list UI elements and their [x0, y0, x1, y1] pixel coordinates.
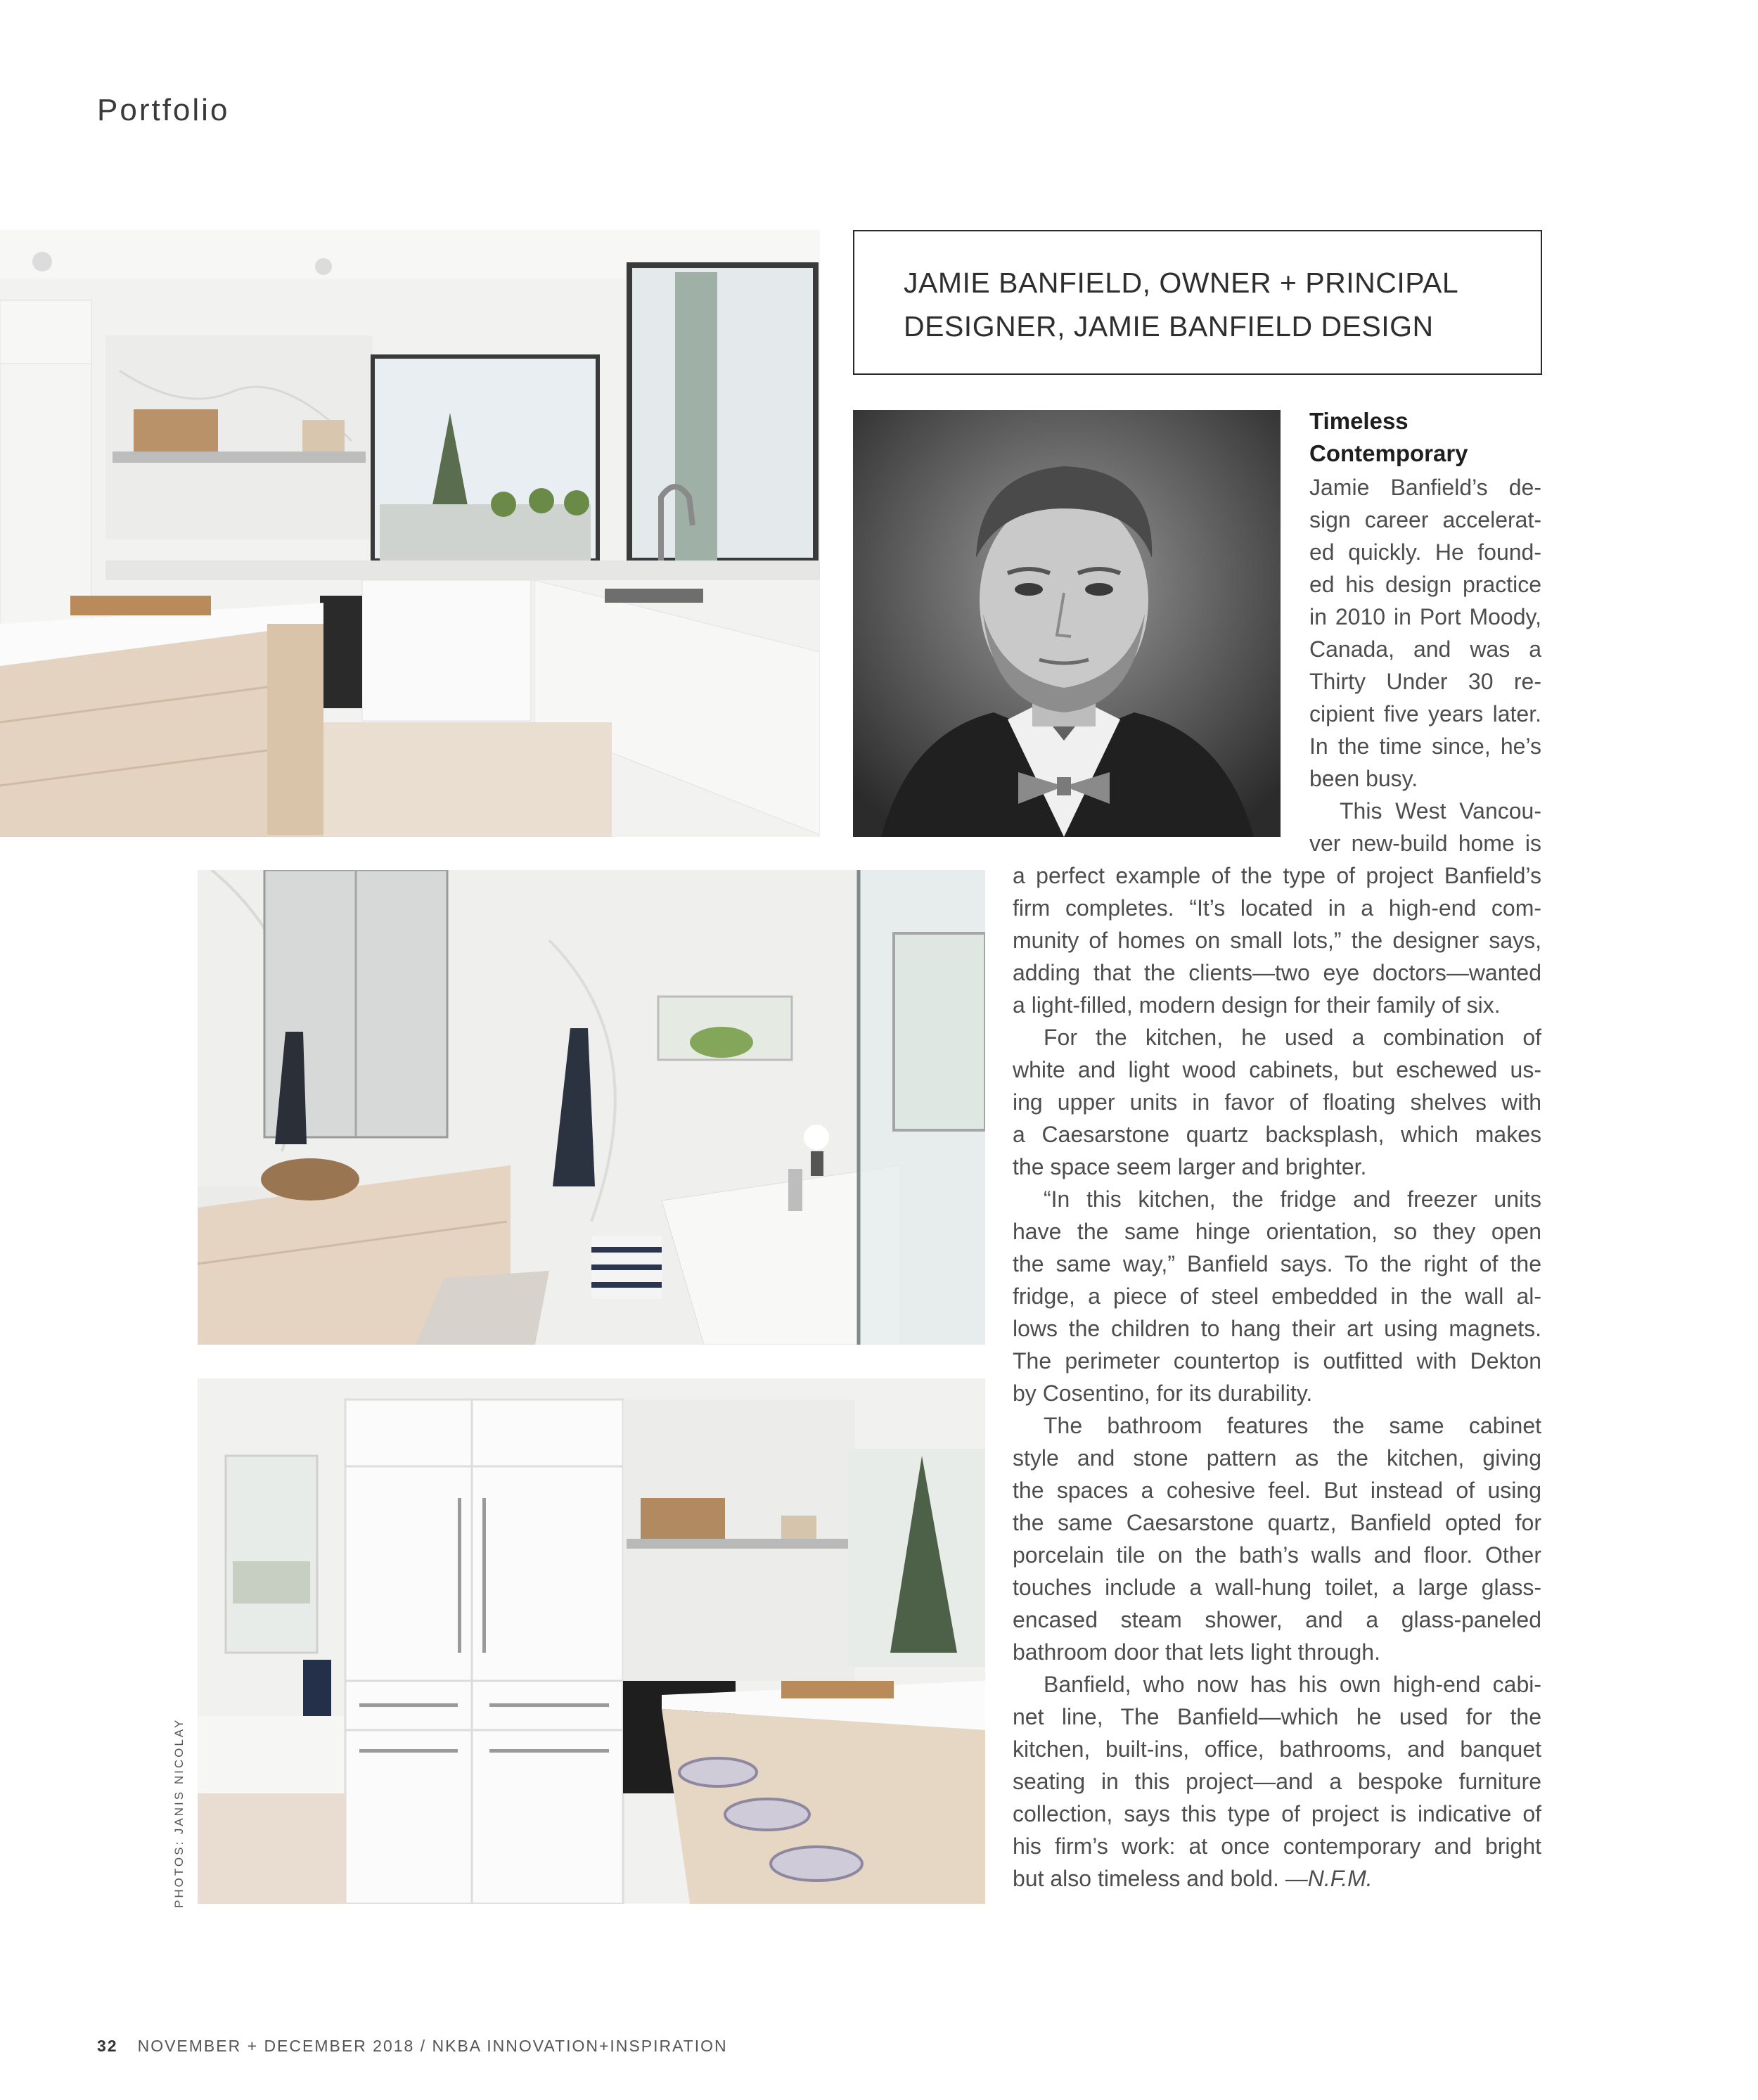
kitchen-photo — [0, 230, 820, 837]
body-line: style and stone pattern as the kitchen, giving — [1013, 1445, 1541, 1471]
title-line-1: JAMIE BANFIELD, OWNER + PRINCIPAL — [904, 267, 1459, 299]
body-line: In the time since, he’s — [1309, 734, 1541, 759]
body-line-last — [1013, 1862, 1373, 1895]
body-line: ing upper units in favor of floating shelves with — [1013, 1089, 1541, 1115]
body-line: munity of homes on small lots,” the designer says, — [1013, 928, 1541, 953]
body-line: ed quickly. He found- — [1309, 539, 1541, 565]
body-line: a perfect example of the type of project Banfield’s — [1013, 863, 1541, 888]
body-line: touches include a wall-hung toilet, a large glass- — [1013, 1575, 1541, 1600]
body-line: adding that the clients—two eye doctors—wanted — [1013, 960, 1541, 985]
author-signature: —N.F.M. — [1285, 1866, 1373, 1891]
body-line: Thirty Under 30 re- — [1309, 669, 1541, 694]
title-line-2: DESIGNER, JAMIE BANFIELD DESIGN — [904, 310, 1434, 342]
body-line: by Cosentino, for its durability. — [1013, 1381, 1313, 1406]
body-line: in 2010 in Port Moody, — [1309, 604, 1541, 629]
body-line: ed his design practice — [1309, 572, 1541, 597]
body-line: ver new-build home is — [1309, 831, 1541, 856]
body-line: Banfield, who now has his own high-end cabi- — [1044, 1672, 1541, 1697]
body-line: sign career accelerat- — [1309, 507, 1541, 532]
body-line: Canada, and was a — [1309, 636, 1541, 662]
body-line: the spaces a cohesive feel. But instead of using — [1013, 1478, 1541, 1503]
body-line: cipient five years later. — [1309, 701, 1541, 726]
body-line: net line, The Banfield—which he used for the — [1013, 1704, 1541, 1729]
section-label: Portfolio — [97, 93, 230, 127]
body-line: fridge, a piece of steel embedded in the wall al- — [1013, 1283, 1541, 1309]
body-line: For the kitchen, he used a combination of — [1044, 1025, 1541, 1050]
body-line: firm completes. “It’s located in a high-end com- — [1013, 895, 1541, 921]
kitchen-fridge-photo — [198, 1378, 985, 1904]
bathroom-photo — [198, 870, 985, 1345]
body-line: white and light wood cabinets, but eschewed us- — [1013, 1057, 1541, 1082]
body-line: collection, says this type of project is indicative of — [1013, 1801, 1541, 1826]
body-line: his firm’s work: at once contemporary and bright — [1013, 1833, 1541, 1859]
page-number: 32 — [97, 2037, 118, 2055]
body-line: been busy. — [1309, 766, 1418, 791]
body-line: a Caesarstone quartz backsplash, which makes — [1013, 1122, 1541, 1147]
photo-credit: PHOTOS: JANIS NICOLAY — [172, 1717, 186, 1908]
body-line: The perimeter countertop is outfitted with Dekton — [1013, 1348, 1541, 1374]
body-line: Jamie Banfield’s de- — [1309, 475, 1541, 500]
body-line: have the same hinge orientation, so they open — [1013, 1219, 1541, 1244]
article-headline-line-1: Timeless — [1309, 408, 1409, 434]
body-line: a light-filled, modern design for their family of six. — [1013, 992, 1501, 1018]
body-line: the same Caesarstone quartz, Banfield opted for — [1013, 1510, 1541, 1535]
title-box — [853, 230, 1542, 375]
article-headline-line-2: Contemporary — [1309, 440, 1468, 466]
body-line: The bathroom features the same cabinet — [1044, 1413, 1541, 1438]
body-line: This West Vancou- — [1340, 798, 1541, 824]
issue-info: NOVEMBER + DECEMBER 2018 / NKBA INNOVATION+INSPIRATION — [137, 2037, 728, 2055]
body-line: encased steam shower, and a glass-paneled — [1013, 1607, 1541, 1632]
body-text: but also timeless and bold. — [1013, 1866, 1279, 1891]
body-line: porcelain tile on the bath’s walls and floor. Other — [1013, 1542, 1541, 1568]
folio — [97, 2037, 728, 2056]
body-line: the same way,” Banfield says. To the right of the — [1013, 1251, 1541, 1276]
body-line: seating in this project—and a bespoke furniture — [1013, 1769, 1541, 1794]
body-line: kitchen, built-ins, office, bathrooms, and banquet — [1013, 1736, 1541, 1762]
body-line: bathroom door that lets light through. — [1013, 1639, 1380, 1665]
body-line: the space seem larger and brighter. — [1013, 1154, 1367, 1179]
body-line: lows the children to hang their art using magnets. — [1013, 1316, 1541, 1341]
designer-portrait — [853, 410, 1281, 837]
body-line: “In this kitchen, the fridge and freezer units — [1044, 1186, 1541, 1212]
